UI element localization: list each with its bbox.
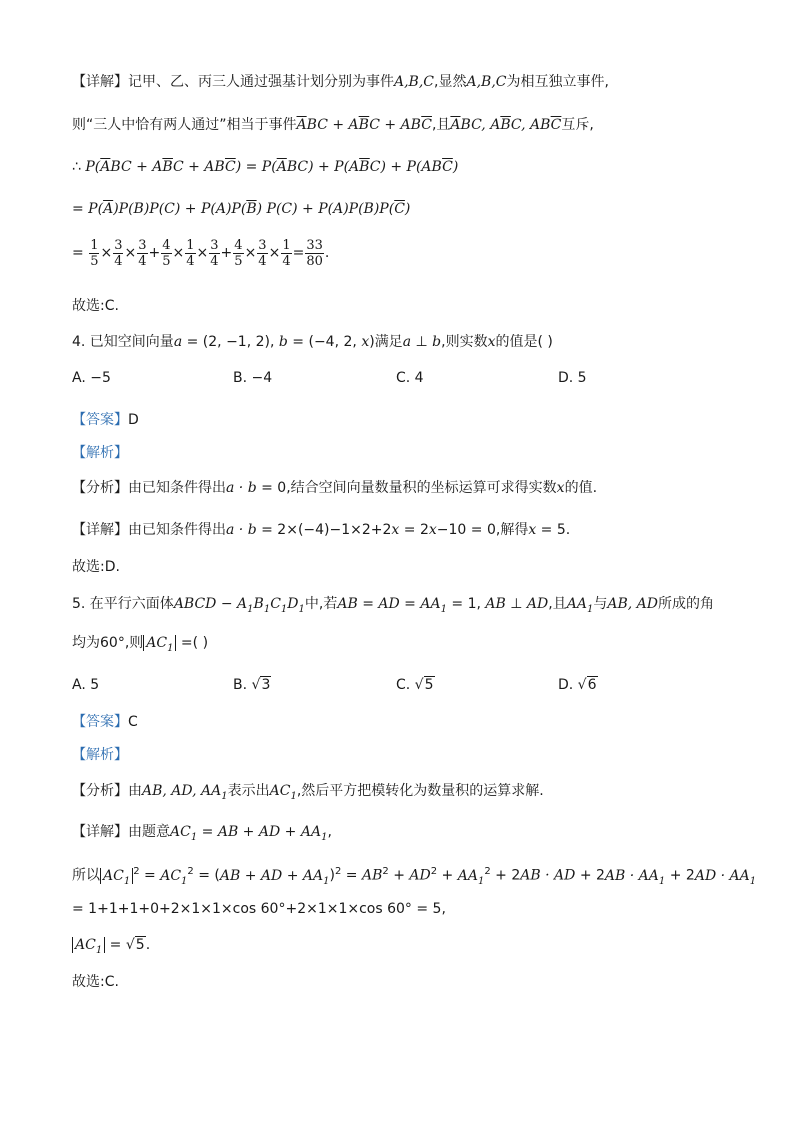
- event-expression: $\overline{A}BC + A\overline{B}C + AB\overline{C}$: [296, 117, 432, 133]
- detail-tag: 【详解】: [72, 74, 128, 90]
- q4-stem: 4. 已知空间向量a = (2, −1, 2), b = (−4, 2, x)满足a ⊥ b,则实数x的值是( ): [72, 334, 553, 350]
- fraction: $\frac{3}{4}$: [210, 237, 219, 269]
- q5-square-expansion: 所以 $AC_1^2 = AC_1^2 = (AB$ + AD + $AA_1)^2 = AB^2 + AD^2 + AA_1^2 + 2AB$ · AD + $2AB \cdot AA_1 + 2AD \cdot AA_1$: [72, 866, 757, 887]
- q3-choose: 故选:C.: [72, 298, 119, 314]
- fraction: $\frac{3}{4}$: [114, 237, 123, 269]
- q4-answer: 【答案】D: [72, 412, 139, 428]
- q4-choose: 故选:D.: [72, 559, 120, 575]
- fraction: $\frac{1}{5}$: [90, 237, 99, 269]
- fraction: $\frac{1}{4}$: [282, 237, 291, 269]
- fraction: $\frac{33}{80}$: [306, 237, 323, 269]
- q4-option-d: D. 5: [558, 370, 587, 386]
- q5-option-b: B. √3: [233, 677, 271, 693]
- q5-fenxi: 【分析】由AB, AD, $AA_1$表示出$AC_1$,然后平方把模转化为数量积的运算求解.: [72, 783, 544, 802]
- q5-stem-line1: 5. 在平行六面体ABCD − $A_1B_1C_1D_1$中,若AB = AD = $AA_1 = 1$, AB ⊥ AD,且$AA_1$与AB, AD所成的角: [72, 596, 714, 615]
- q3-fraction-line: = $\frac{1}{5}$ × $\frac{3}{4}$ × $\frac{3}{4}$ + $\frac{4}{5}$ × $\frac{1}{4}$ × $\frac{3}{4}$ + $\frac{4}{5}$ × $\frac{3}{4}$ × $\frac{1}{4}$ = $\frac{33}{80}$ .: [72, 237, 330, 269]
- q4-fenxi: 【分析】由已知条件得出a · b = 0,结合空间向量数量积的坐标运算可求得实数x的值.: [72, 480, 598, 496]
- fraction: $\frac{3}{4}$: [138, 237, 147, 269]
- q5-calc: = 1+1+1+0+2×1×1×cos 60°+2×1×1×cos 60° = 5,: [72, 901, 446, 917]
- fraction: $\frac{4}{5}$: [234, 237, 243, 269]
- q5-option-c: C. √5: [396, 677, 434, 693]
- q4-option-a: A. −5: [72, 370, 111, 386]
- fraction: $\frac{3}{4}$: [258, 237, 267, 269]
- fraction: $\frac{1}{4}$: [186, 237, 195, 269]
- q4-analysis-tag: 【解析】: [72, 445, 128, 461]
- q4-option-b: B. −4: [233, 370, 273, 386]
- q5-stem-line2: 均为60°,则 $AC_1$ =( ): [72, 635, 209, 654]
- q3-formula-line2: = $P(\overline{A})P(B)P(C) + P(A)P(\overline{B}) P(C) + P(A)P(B)P(\overline{C})$: [72, 201, 411, 217]
- q3-formula-line1: ∴ $P(\overline{A}BC + A\overline{B}C + AB\overline{C}) = P(\overline{A}BC) + P(A\overline{B}C) + P(AB\overline{C})$: [72, 159, 459, 175]
- q5-answer: 【答案】C: [72, 714, 138, 730]
- fraction: $\frac{4}{5}$: [162, 237, 171, 269]
- q4-option-c: C. 4: [396, 370, 424, 386]
- q5-result: $AC_1 = √5$.: [72, 935, 150, 961]
- q3-detail-line2: 则“三人中恰有两人通过”相当于事件$\overline{A}BC + A\overline{B}C + AB\overline{C}$,且$\overline{A}BC$, $A\overline{B}C$, $AB\overline{C}$互斥,: [72, 117, 594, 133]
- q4-detail: 【详解】由已知条件得出a · b = 2×(−4)−1×2+2x = 2x−10 = 0,解得x = 5.: [72, 522, 571, 538]
- q5-option-a: A. 5: [72, 677, 100, 693]
- q5-analysis-tag: 【解析】: [72, 747, 128, 763]
- q5-detail: 【详解】由题意$AC_1$ = AB + AD + $AA_1$,: [72, 824, 332, 843]
- q3-detail-line1: 【详解】记甲、乙、丙三人通过强基计划分别为事件A,B,C,显然A,B,C为相互独立事件,: [72, 74, 609, 90]
- q5-option-d: D. √6: [558, 677, 597, 693]
- q5-choose: 故选:C.: [72, 974, 119, 990]
